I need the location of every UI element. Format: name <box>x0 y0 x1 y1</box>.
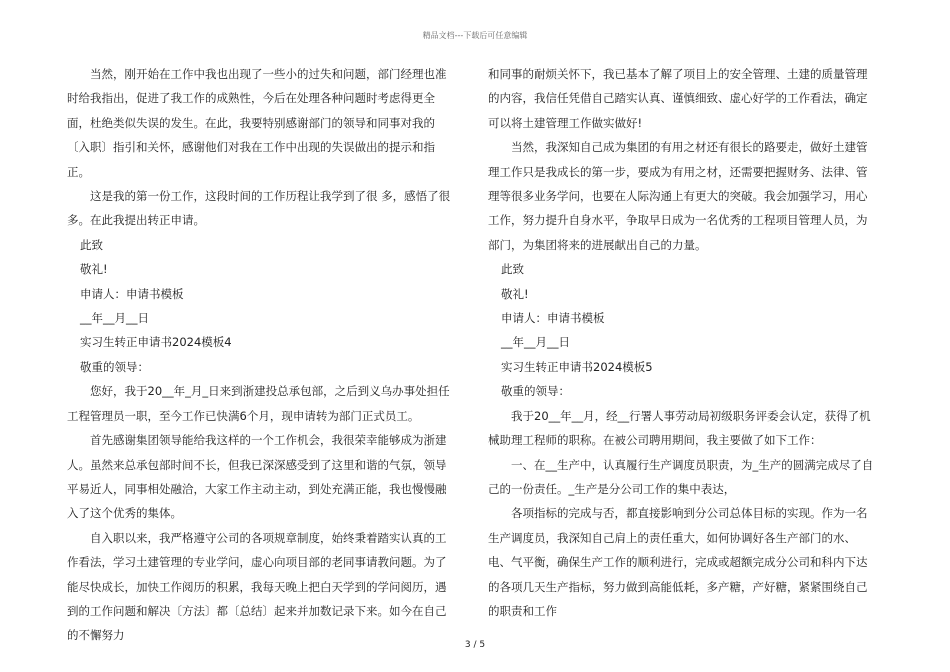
closing-line: 此致 <box>80 237 103 252</box>
applicant-line: 申请人：申请书模板 <box>80 286 184 301</box>
date-line: __年__月__日 <box>501 335 570 350</box>
paragraph: 一、在__生产中，认真履行生产调度员职责，为_生产的圆满完成尽了自己的一份责任。_生产是分公司工作的集中表达， <box>488 457 874 496</box>
salutation: 敬重的领导： <box>80 359 149 374</box>
applicant-line: 申请人：申请书模板 <box>501 311 605 326</box>
paragraph: 首先感谢集团领导能给我这样的一个工作机会，我很荣幸能够成为浙建人。虽然来总承包部时间不长，但我已深深感受到了这里和谐的气氛，领导平易近人，同事相处融洽，大家工作主动主动，到处充满正能，我也慢慢融入了这个优秀的集体。 <box>67 433 447 521</box>
page-header: 精品文档---下载后可任意编辑 <box>422 31 528 40</box>
paragraph: 当然，刚开始在工作中我也出现了一些小的过失和问题，部门经理也准时给我指出，促进了我工作的成熟性，今后在处理各种问题时考虑得更全面，杜绝类似失误的发生。在此，我要特别感谢部门的领导和同事对我的〔入职〕指引和关怀，感谢他们对我在工作中出现的失误做出的提示和指正。 <box>67 67 447 179</box>
salutation: 敬重的领导： <box>501 384 570 399</box>
right-column <box>488 62 878 623</box>
closing-line: 此致 <box>501 262 524 277</box>
paragraph: 当然，我深知自己成为集团的有用之材还有很长的路要走，做好土建管理工作只是我成长的第一步，要成为有用之材，还需要把握财务、法律、管理等很多业务学问，也要在人际沟通上有更大的突破。我会加强学习，用心工作，努力提升自身水平，争取早日成为一名优秀的工程项目管理人员，为部门，为集团将来的进展献出自己的力量。 <box>488 140 868 252</box>
paragraph: 各项指标的完成与否，都直接影响到分公司总体目标的实现。作为一名生产调度员，我深知自己肩上的责任重大，如何协调好各生产部门的水、电、气平衡，确保生产工作的顺利进行，完成或超额完成分公司和科内下达的各项几天生产指标，努力做到高能低耗，多产糖，产好糖，紧紧围绕自己的职责和工作 <box>488 506 868 618</box>
closing-line: 敬礼! <box>501 286 529 301</box>
paragraph: 自入职以来，我严格遵守公司的各项规章制度，始终秉着踏实认真的工作看法，学习土建管理的专业学问，虚心向项目部的老同事请教问题。为了能尽快成长，加快工作阅历的积累，我每天晚上把白天学到的学问阅历，遇到的工作问题和解决〔方法〕都〔总结〕起来并加数记录下来。如今在自己的不懈努力 <box>67 530 447 643</box>
page-number: 3 / 5 <box>464 640 486 650</box>
left-column <box>67 62 457 648</box>
paragraph: 和同事的耐烦关怀下，我已基本了解了项目上的安全管理、土建的质量管理的内容，我信任凭借自己踏实认真、谨慎细致、虚心好学的工作看法，确定可以将土建管理工作做实做好! <box>488 67 868 130</box>
date-line: __年__月__日 <box>80 311 149 326</box>
closing-line: 敬礼! <box>80 262 108 277</box>
paragraph: 您好，我于20__年_月_日来到浙建投总承包部，之后到义乌办事处担任工程管理员一职，至今工作已快满6个月，现申请转为部门正式员工。 <box>67 384 450 423</box>
section-title: 实习生转正申请书2024模板5 <box>501 359 653 374</box>
section-title: 实习生转正申请书2024模板4 <box>80 335 232 350</box>
paragraph: 这是我的第一份工作，这段时间的工作历程让我学到了很 多，感悟了很多。在此我提出转正申请。 <box>67 189 451 228</box>
paragraph: 我于20__年__月，经__行署人事劳动局初级职务评委会认定，获得了机械助理工程师的职称。在被公司聘用期间，我主要做了如下工作： <box>488 408 871 448</box>
